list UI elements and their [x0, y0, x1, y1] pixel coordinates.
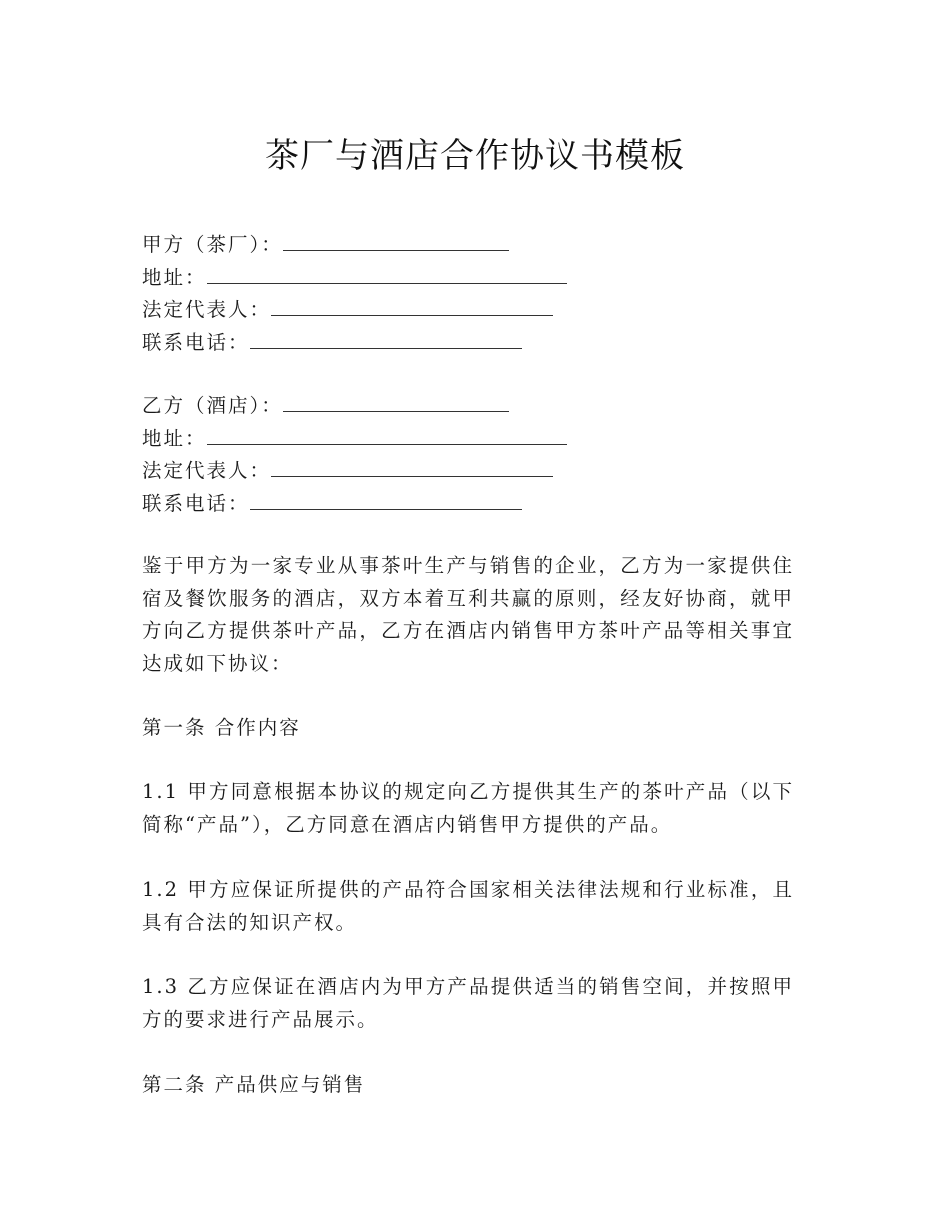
article-2-heading: 第二条 产品供应与销售	[142, 1073, 366, 1096]
party-b-representative-field	[142, 454, 794, 487]
party-a-name-field	[142, 228, 794, 261]
party-b-section	[142, 389, 794, 519]
party-a-phone-label: 联系电话：	[142, 330, 250, 354]
clause-1-2: 1.2 甲方应保证所提供的产品符合国家相关法律法规和行业标准，且具有合法的知识产权。	[142, 878, 794, 934]
party-b-phone-blank	[250, 487, 522, 510]
party-a-phone-blank	[250, 326, 522, 349]
party-b-address-label: 地址：	[142, 426, 207, 450]
party-a-section	[142, 228, 794, 358]
party-b-representative-blank	[271, 454, 553, 477]
party-b-name-label: 乙方（酒店）：	[142, 394, 283, 417]
clause-1-3: 1.3 乙方应保证在酒店内为甲方产品提供适当的销售空间，并按照甲方的要求进行产品展示。	[142, 975, 794, 1031]
party-a-address-blank	[207, 261, 567, 284]
party-b-address-blank	[207, 422, 567, 445]
intro-paragraph: 鉴于甲方为一家专业从事茶叶生产与销售的企业，乙方为一家提供住宿及餐饮服务的酒店，双方本着互利共赢的原则，经友好协商，就甲方向乙方提供茶叶产品，乙方在酒店内销售甲方茶叶产品等相关事宜达成如下协议：	[142, 554, 794, 675]
document-title: 茶厂与酒店合作协议书模板	[265, 136, 685, 176]
party-a-representative-field	[142, 293, 794, 326]
party-a-address-field	[142, 261, 794, 294]
party-a-phone-field	[142, 326, 794, 359]
article-1-heading: 第一条 合作内容	[142, 716, 301, 739]
party-b-name-blank	[283, 389, 509, 412]
party-b-representative-label: 法定代表人：	[142, 459, 272, 482]
party-b-address-field	[142, 422, 794, 455]
party-b-phone-label: 联系电话：	[142, 491, 250, 515]
party-a-name-label: 甲方（茶厂）：	[142, 233, 283, 256]
party-a-name-blank	[283, 228, 509, 251]
clause-1-1: 1.1 甲方同意根据本协议的规定向乙方提供其生产的茶叶产品（以下简称“产品”），乙方同意在酒店内销售甲方提供的产品。	[142, 780, 794, 836]
party-a-representative-label: 法定代表人：	[142, 298, 272, 321]
party-a-address-label: 地址：	[142, 265, 207, 289]
party-a-representative-blank	[271, 293, 553, 316]
party-b-phone-field	[142, 487, 794, 520]
party-b-name-field	[142, 389, 794, 422]
